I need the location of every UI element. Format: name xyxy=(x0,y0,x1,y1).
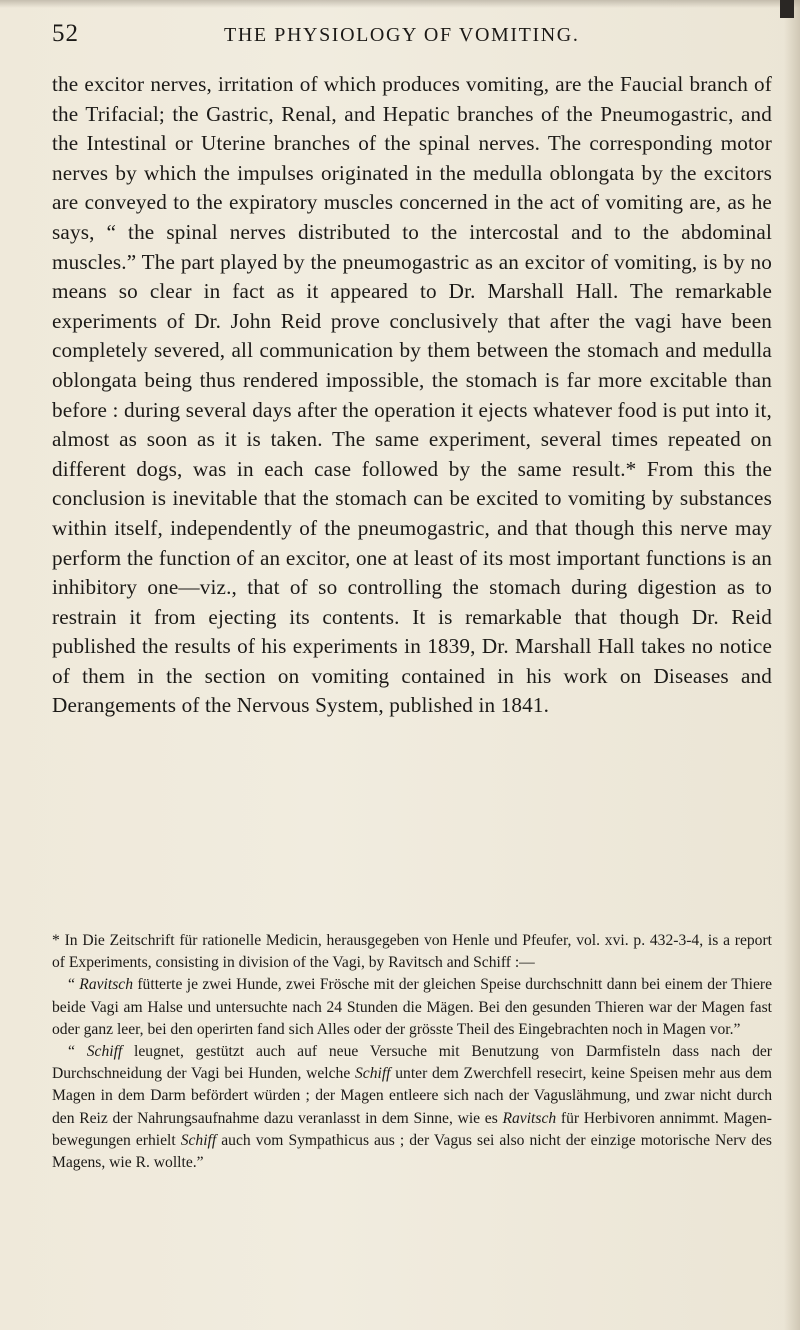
body-paragraph: the excitor nerves, irritation of which produces vomiting, are the Faucial branch of the Trifacial; the Gastric, Renal, and Hepatic branches of the Pneumogastric, and the Intestinal or Uterine branches of the spinal nerves. The corresponding motor nerves by which the impulses originated in the medulla oblongata by the excitors are conveyed to the expiratory muscles concerned in the act of vomiting are, as he says, “ the spinal nerves distributed to the intercostal and to the abdominal muscles.” The part played by the pneumogastric as an excitor of vomiting, is by no means so clear in fact as it appeared to Dr. Marshall Hall. The remarkable experiments of Dr. John Reid prove conclusively that after the vagi have been completely severed, all communication by them between the stomach and medulla oblongata being thus rendered impossible, the stomach is far more excitable than before : during several days after the operation it ejects whatever food is put into it, almost as soon as it is taken. The same experiment, several times repeated on different dogs, was in each case followed by the same result.* From this the conclusion is inevitable that the stomach can be excited to vomiting by substances within itself, independently of the pneumogastric, and that though this nerve may perform the function of an excitor, one at least of its most important functions is an inhibitory one—viz., that of so controlling the stomach during digestion as to restrain it from ejecting its contents. It is remarkable that though Dr. Reid published the results of his experiments in 1839, Dr. Marshall Hall takes no notice of them in the section on vomiting contained in his work on Diseases and Derangements of the Nervous System, published in 1841. xyxy=(52,72,772,718)
footnote-intro: * In Die Zeitschrift für rationelle Medicin, herausgegeben von Henle und Pfeufer, vol. xvi. p. 432-3-4, is a report of Experiments, consisting in division of the Vagi, by Ravitsch and Schiff :— xyxy=(52,932,772,972)
quote-text: leugnet, gestützt auch auf neue Versuche mit Benutzung von Darmfisteln dass nach der Durchschneidung der Vagi bei Hunden, welche xyxy=(52,1043,773,1083)
page-number: 52 xyxy=(52,20,79,47)
running-head: THE PHYSIOLOGY OF VOMITING. xyxy=(224,24,580,46)
body-text xyxy=(52,70,772,721)
quote-text: für Herbivoren annimmt. Magen-bewegungen erhielt xyxy=(52,1109,773,1149)
author-name-ravitsch: Ravitsch xyxy=(79,976,133,994)
quote-text: fütterte je zwei Hunde, zwei Frösche mit der gleichen Speise durchschnitt dann bei einem der Thiere beide Vagi am Halse und untersuchte nach 24 Stunden die Mägen. Bei den gesunden Thieren war der Magen fast oder ganz leer, bei den operirten fand sich Alles oder der grösste Theil des Eingebrachten noch in Magen vor.” xyxy=(52,976,772,1038)
author-name-schiff: Schiff xyxy=(355,1065,391,1083)
footnote-ravitsch-quote xyxy=(52,974,772,1041)
corner-scan-mark xyxy=(780,0,794,18)
quote-open: “ xyxy=(68,1043,87,1061)
footnote-schiff-quote xyxy=(52,1041,772,1174)
page-header xyxy=(52,20,782,54)
footnotes xyxy=(52,930,772,1174)
page-top-shadow xyxy=(0,0,800,8)
page-right-edge xyxy=(784,0,800,1330)
quote-text: auch vom Sympathicus aus ; der Vagus sei also nicht der einzige motorische Nerv des Magens, wie R. wollte.” xyxy=(52,1131,773,1172)
quote-open: “ xyxy=(68,976,80,994)
author-name-schiff: Schiff xyxy=(86,1043,123,1061)
author-name-ravitsch: Ravitsch xyxy=(502,1109,557,1127)
author-name-schiff: Schiff xyxy=(180,1131,217,1149)
quote-text: unter dem Zwerchfell resecirt, keine Speisen mehr aus dem Magen in dem Darm befördert würden ; der Magen entleere sich nach der Vaguslähmung, und zwar nicht durch den Reiz der Nahrungsaufnahme dazu veranlasst in dem Sinne, wie es xyxy=(52,1065,772,1127)
